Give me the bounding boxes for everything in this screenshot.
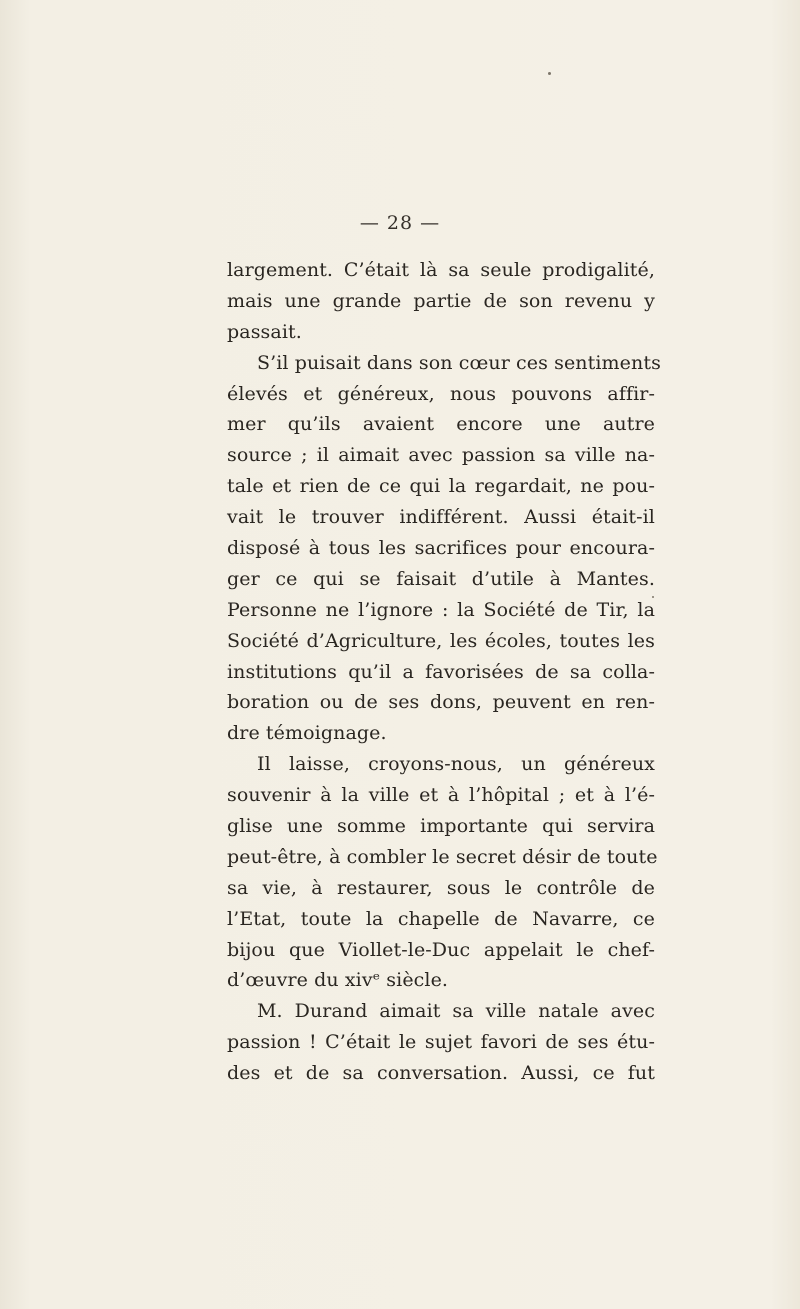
text-line: mais une grande partie de son revenu y — [227, 289, 655, 312]
text-line: Il laisse, croyons-nous, un généreux — [257, 753, 655, 776]
text-line: passion ! C’était le sujet favori de ses étu- — [227, 1031, 655, 1054]
paper-speck — [548, 72, 551, 75]
text-line: source ; il aimait avec passion sa ville na- — [227, 444, 655, 467]
text-line: Société d’Agriculture, les écoles, toutes les — [227, 629, 655, 652]
page-number: — 28 — — [359, 212, 441, 234]
text-line: sa vie, à restaurer, sous le contrôle de — [227, 876, 655, 899]
text-line: mer qu’ils avaient encore une autre — [227, 413, 655, 436]
text-line: peut-être, à combler le secret désir de toute — [227, 845, 658, 868]
text-line: vait le trouver indifférent. Aussi était-il — [227, 506, 655, 529]
text-line: S’il puisait dans son cœur ces sentiments — [257, 351, 661, 374]
text-line: des et de sa conversation. Aussi, ce fut — [227, 1062, 655, 1085]
text-line: boration ou de ses dons, peuvent en ren- — [227, 691, 655, 714]
text-line: dre témoignage. — [227, 722, 387, 745]
text-line: ger ce qui se faisait d’utile à Mantes. — [227, 567, 655, 590]
text-line: institutions qu’il a favorisées de sa colla- — [227, 660, 655, 683]
text-line: Personne ne l’ignore : la Société de Tir, la — [227, 598, 655, 621]
text-line: M. Durand aimait sa ville natale avec — [257, 1000, 655, 1023]
text-line: élevés et généreux, nous pouvons affir- — [227, 382, 655, 405]
body-text — [227, 255, 661, 1089]
text-line: souvenir à la ville et à l’hôpital ; et à l’é- — [227, 784, 655, 807]
text-line: d’œuvre du xivᵉ siècle. — [227, 969, 449, 992]
text-line: passait. — [227, 320, 302, 343]
text-line: disposé à tous les sacrifices pour encoura- — [227, 537, 655, 560]
text-line: glise une somme importante qui servira — [227, 815, 655, 838]
text-line: tale et rien de ce qui la regardait, ne pou- — [227, 475, 655, 498]
text-line: largement. C’était là sa seule prodigalité, — [227, 259, 655, 281]
text-line: bijou que Viollet-le-Duc appelait le chef- — [227, 938, 655, 961]
text-line: l’Etat, toute la chapelle de Navarre, ce — [227, 907, 655, 930]
